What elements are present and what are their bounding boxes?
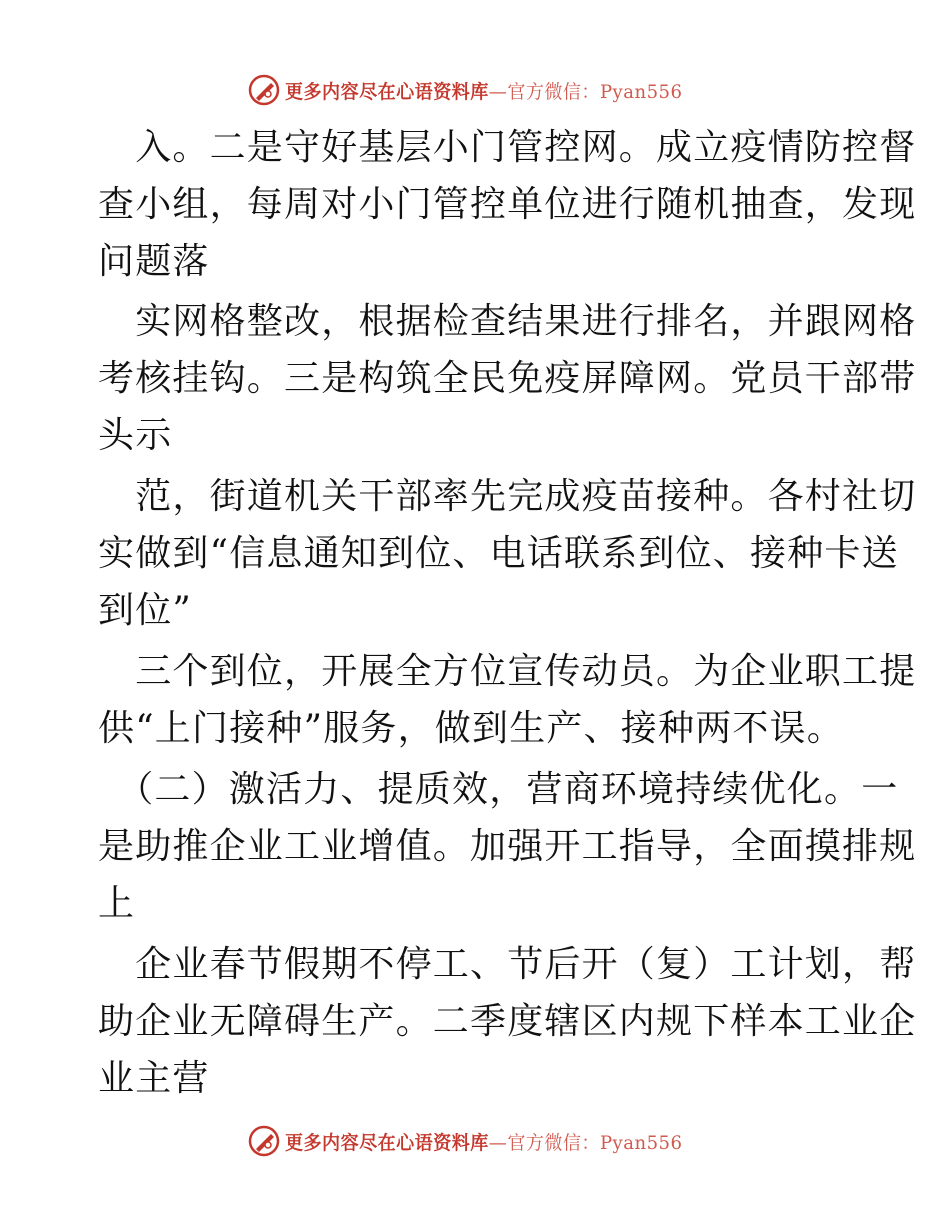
- body-line: 业主营: [98, 1058, 210, 1099]
- body-line: 实网格整改，根据检查结果进行排名，并跟网格: [98, 301, 917, 342]
- watermark-text: [285, 1128, 682, 1155]
- body-line: 范，街道机关干部率先完成疫苗接种。各村社切: [98, 476, 917, 517]
- body-line: 查小组，每周对小门管控单位进行随机抽查，发现: [98, 184, 917, 225]
- body-line: 三个到位，开展全方位宣传动员。为企业职工提: [98, 651, 917, 692]
- body-line: 入。二是守好基层小门管控网。成立疫情防控督: [98, 127, 917, 168]
- body-line: 上: [98, 883, 136, 924]
- body-line: 供“上门接种”服务，做到生产、接种两不误。: [98, 708, 845, 749]
- body-line: 到位”: [98, 590, 193, 631]
- body-line: 是助推企业工业增值。加强开工指导，全面摸排规: [98, 826, 917, 867]
- watermark-text-strong: 更多内容尽在心语资料库: [284, 80, 489, 103]
- footer-watermark-banner: [0, 1121, 950, 1161]
- pen-logo-icon: [247, 1124, 281, 1158]
- body-line: 企业春节假期不停工、节后开（复）工计划，帮: [98, 944, 917, 985]
- body-line: 考核挂钩。三是构筑全民免疫屏障网。党员干部带: [98, 358, 917, 399]
- watermark-text-light: —官方微信：Pyan556: [488, 1131, 683, 1154]
- watermark-text-strong: 更多内容尽在心语资料库: [284, 1131, 489, 1154]
- body-line: 实做到“信息通知到位、电话联系到位、接种卡送: [98, 533, 899, 574]
- watermark-text-light: —官方微信：Pyan556: [488, 80, 683, 103]
- body-line: （二）激活力、提质效，营商环境持续优化。一: [98, 769, 899, 810]
- body-line: 助企业无障碍生产。二季度辖区内规下样本工业企: [98, 1001, 917, 1042]
- body-line: 头示: [98, 415, 173, 456]
- body-line: 问题落: [98, 241, 210, 282]
